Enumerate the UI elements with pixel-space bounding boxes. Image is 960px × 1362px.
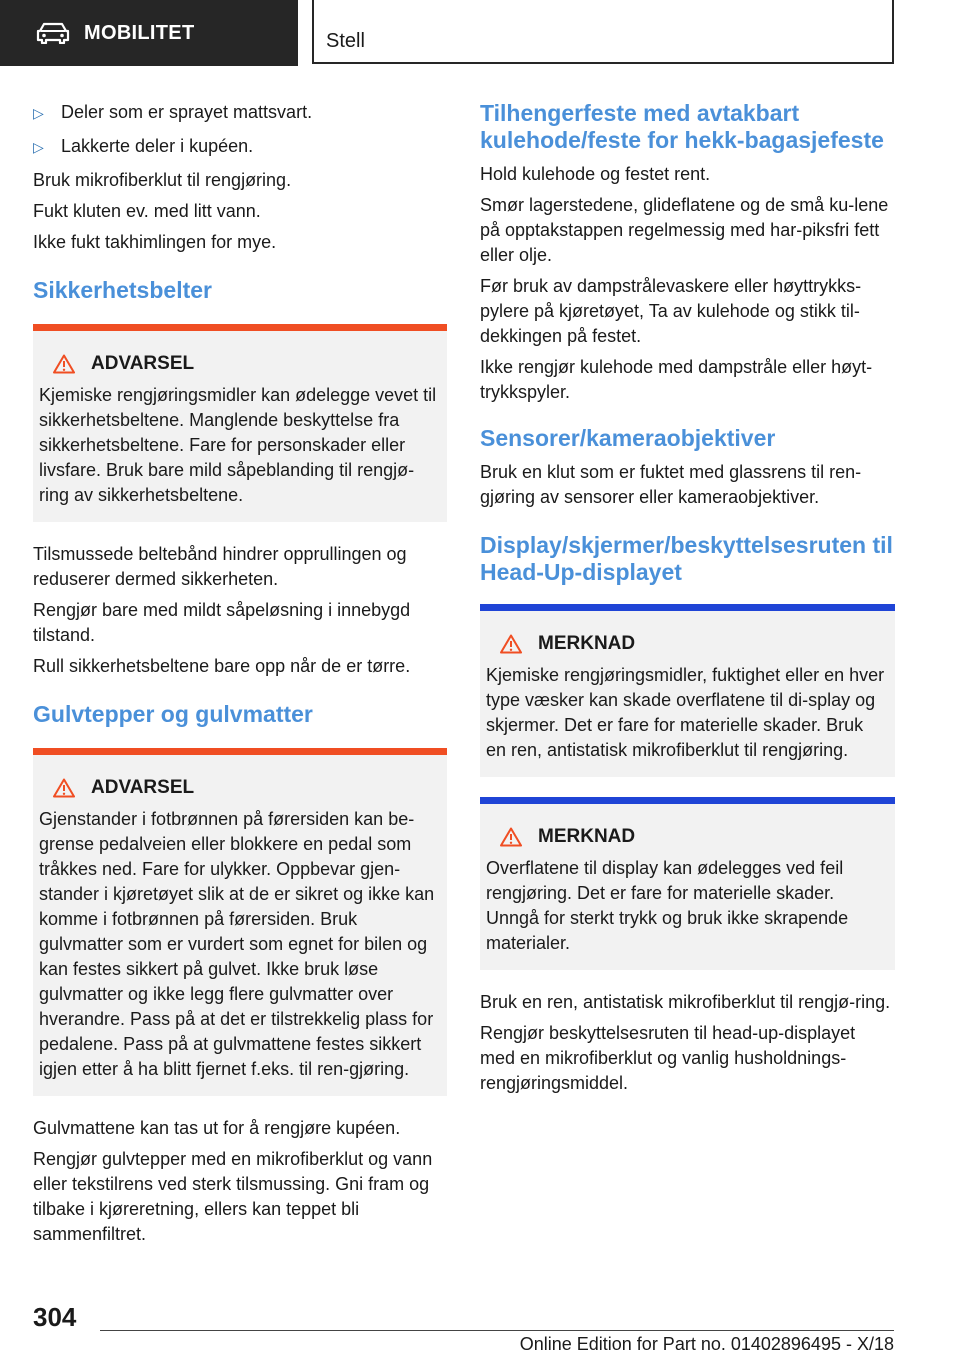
paragraph: Rengjør bare med mildt såpeløsning i innebygd tilstand.	[33, 600, 411, 645]
warning-box	[33, 748, 447, 1096]
warning-bar	[33, 748, 447, 755]
list-item-text: Lakkerte deler i kupéen.	[61, 136, 254, 156]
paragraph: Rull sikkerhetsbeltene bare opp når de er tørre.	[33, 656, 411, 676]
car-icon	[36, 22, 70, 44]
paragraph: Bruk mikrofiberklut til rengjøring.	[33, 170, 292, 190]
chapter-tab	[312, 0, 894, 64]
section-label: MOBILITET	[84, 21, 195, 44]
heading-towbar: Tilhengerfeste med avtakbart kulehode/feste for hekk-bagasjefeste	[480, 100, 884, 153]
warning-triangle-icon	[500, 827, 522, 847]
page-header	[0, 0, 960, 66]
chapter-label: Stell	[326, 30, 365, 52]
paragraph: Smør lagerstedene, glideflatene og de små ku-lene på opptakstappen regelmessig med har-piksfri fett eller olje.	[480, 195, 889, 265]
heading-sensors: Sensorer/kameraobjektiver	[480, 425, 776, 451]
note-box	[480, 797, 895, 970]
note-bar	[480, 797, 895, 804]
section-tab	[0, 0, 298, 66]
right-column	[480, 100, 895, 1102]
note-text: Overflatene til display kan ødelegges ved feil rengjøring. Det er fare for materielle skader. Unngå for sterkt trykk og bruk ikke skrapende materialer.	[486, 858, 849, 953]
list-item-text: Deler som er sprayet mattsvart.	[61, 102, 313, 122]
paragraph: Tilsmussede beltebånd hindrer opprullingen og reduserer dermed sikkerheten.	[33, 544, 407, 589]
paragraph: Bruk en klut som er fuktet med glassrens til ren-gjøring av sensorer eller kameraobjektiver.	[480, 462, 862, 507]
warning-text: Gjenstander i fotbrønnen på førersiden kan be-grense pedalveien eller blokkere en pedal som tråkkes ned. Fare for ulykker. Oppbevar gjen-stander i kjøretøyet slik at de er sikret og ikke kan komme i fotbrønnen på førersiden. Bruk gulvmatter som er vurdert som egnet for bilen og kan festes sikkert på gulvet. Ikke bruk løse gulvmatter og ikke legg flere gulvmatter over hverandre. Pass på at det er tilstrekkelig plass for pedalene. Pass på at gulvmattene festes sikkert igjen etter å ha blitt fjernet f.eks. til ren-gjøring.	[39, 809, 435, 1079]
warning-text: Kjemiske rengjøringsmidler kan ødelegge vevet til sikkerhetsbeltene. Manglende beskyttelse fra sikkerhetsbeltene. Fare for personskader eller livsfare. Bruk bare mild såpeblanding til rengjø-ring av sikkerhetsbeltene.	[39, 385, 437, 505]
paragraph: Rengjør gulvtepper med en mikrofiberklut og vann eller tekstilrens ved sterk tilsmussing. Gni fram og tilbake i kjøreretning, ellers kan teppet bli sammenfiltret.	[33, 1149, 433, 1244]
paragraph: Bruk en ren, antistatisk mikrofiberklut til rengjø-ring.	[480, 992, 891, 1012]
warning-triangle-icon	[53, 778, 75, 798]
left-column	[33, 100, 447, 1253]
paragraph: Gulvmattene kan tas ut for å rengjøre kupéen.	[33, 1118, 401, 1138]
warning-triangle-icon	[500, 634, 522, 654]
heading-seatbelts: Sikkerhetsbelter	[33, 277, 212, 303]
paragraph: Fukt kluten ev. med litt vann.	[33, 201, 261, 221]
edition-note: Online Edition for Part no. 01402896495 - X/18	[519, 1334, 894, 1354]
page-number: 304	[33, 1302, 77, 1332]
heading-display: Display/skjermer/beskyttelsesruten til Head-Up-displayet	[480, 532, 893, 585]
warning-triangle-icon	[53, 354, 75, 374]
paragraph: Ikke rengjør kulehode med dampstråle eller høyt-trykkspyler.	[480, 357, 873, 402]
warning-bar	[33, 324, 447, 331]
heading-carpets: Gulvtepper og gulvmatter	[33, 701, 313, 727]
list-item	[33, 134, 447, 160]
note-box	[480, 604, 895, 777]
paragraph: Rengjør beskyttelsesruten til head-up-displayet med en mikrofiberklut og vanlig husholdnings-rengjøringsmiddel.	[480, 1023, 856, 1093]
note-bar	[480, 604, 895, 611]
triangle-bullet-icon: ▷	[33, 105, 44, 121]
triangle-bullet-icon: ▷	[33, 139, 44, 155]
warning-box	[33, 324, 447, 522]
warning-title: ADVARSEL	[91, 353, 195, 374]
note-text: Kjemiske rengjøringsmidler, fuktighet eller en hver type væsker kan skade overflatene til di-splay og skjermer. Det er fare for materielle skader. Bruk en ren, antistatisk mikrofiberklut til rengjøring.	[486, 665, 885, 760]
paragraph: Ikke fukt takhimlingen for mye.	[33, 232, 277, 252]
note-title: MERKNAD	[538, 826, 636, 847]
page-footer	[0, 1290, 960, 1362]
list-item	[33, 100, 447, 126]
footer-divider	[100, 1330, 894, 1331]
paragraph: Før bruk av dampstrålevaskere eller høyttrykks-pylere på kjøretøyet, Ta av kulehode og stikk til-dekkingen på festet.	[480, 276, 862, 346]
note-title: MERKNAD	[538, 633, 636, 654]
warning-title: ADVARSEL	[91, 777, 195, 798]
paragraph: Hold kulehode og festet rent.	[480, 164, 711, 184]
